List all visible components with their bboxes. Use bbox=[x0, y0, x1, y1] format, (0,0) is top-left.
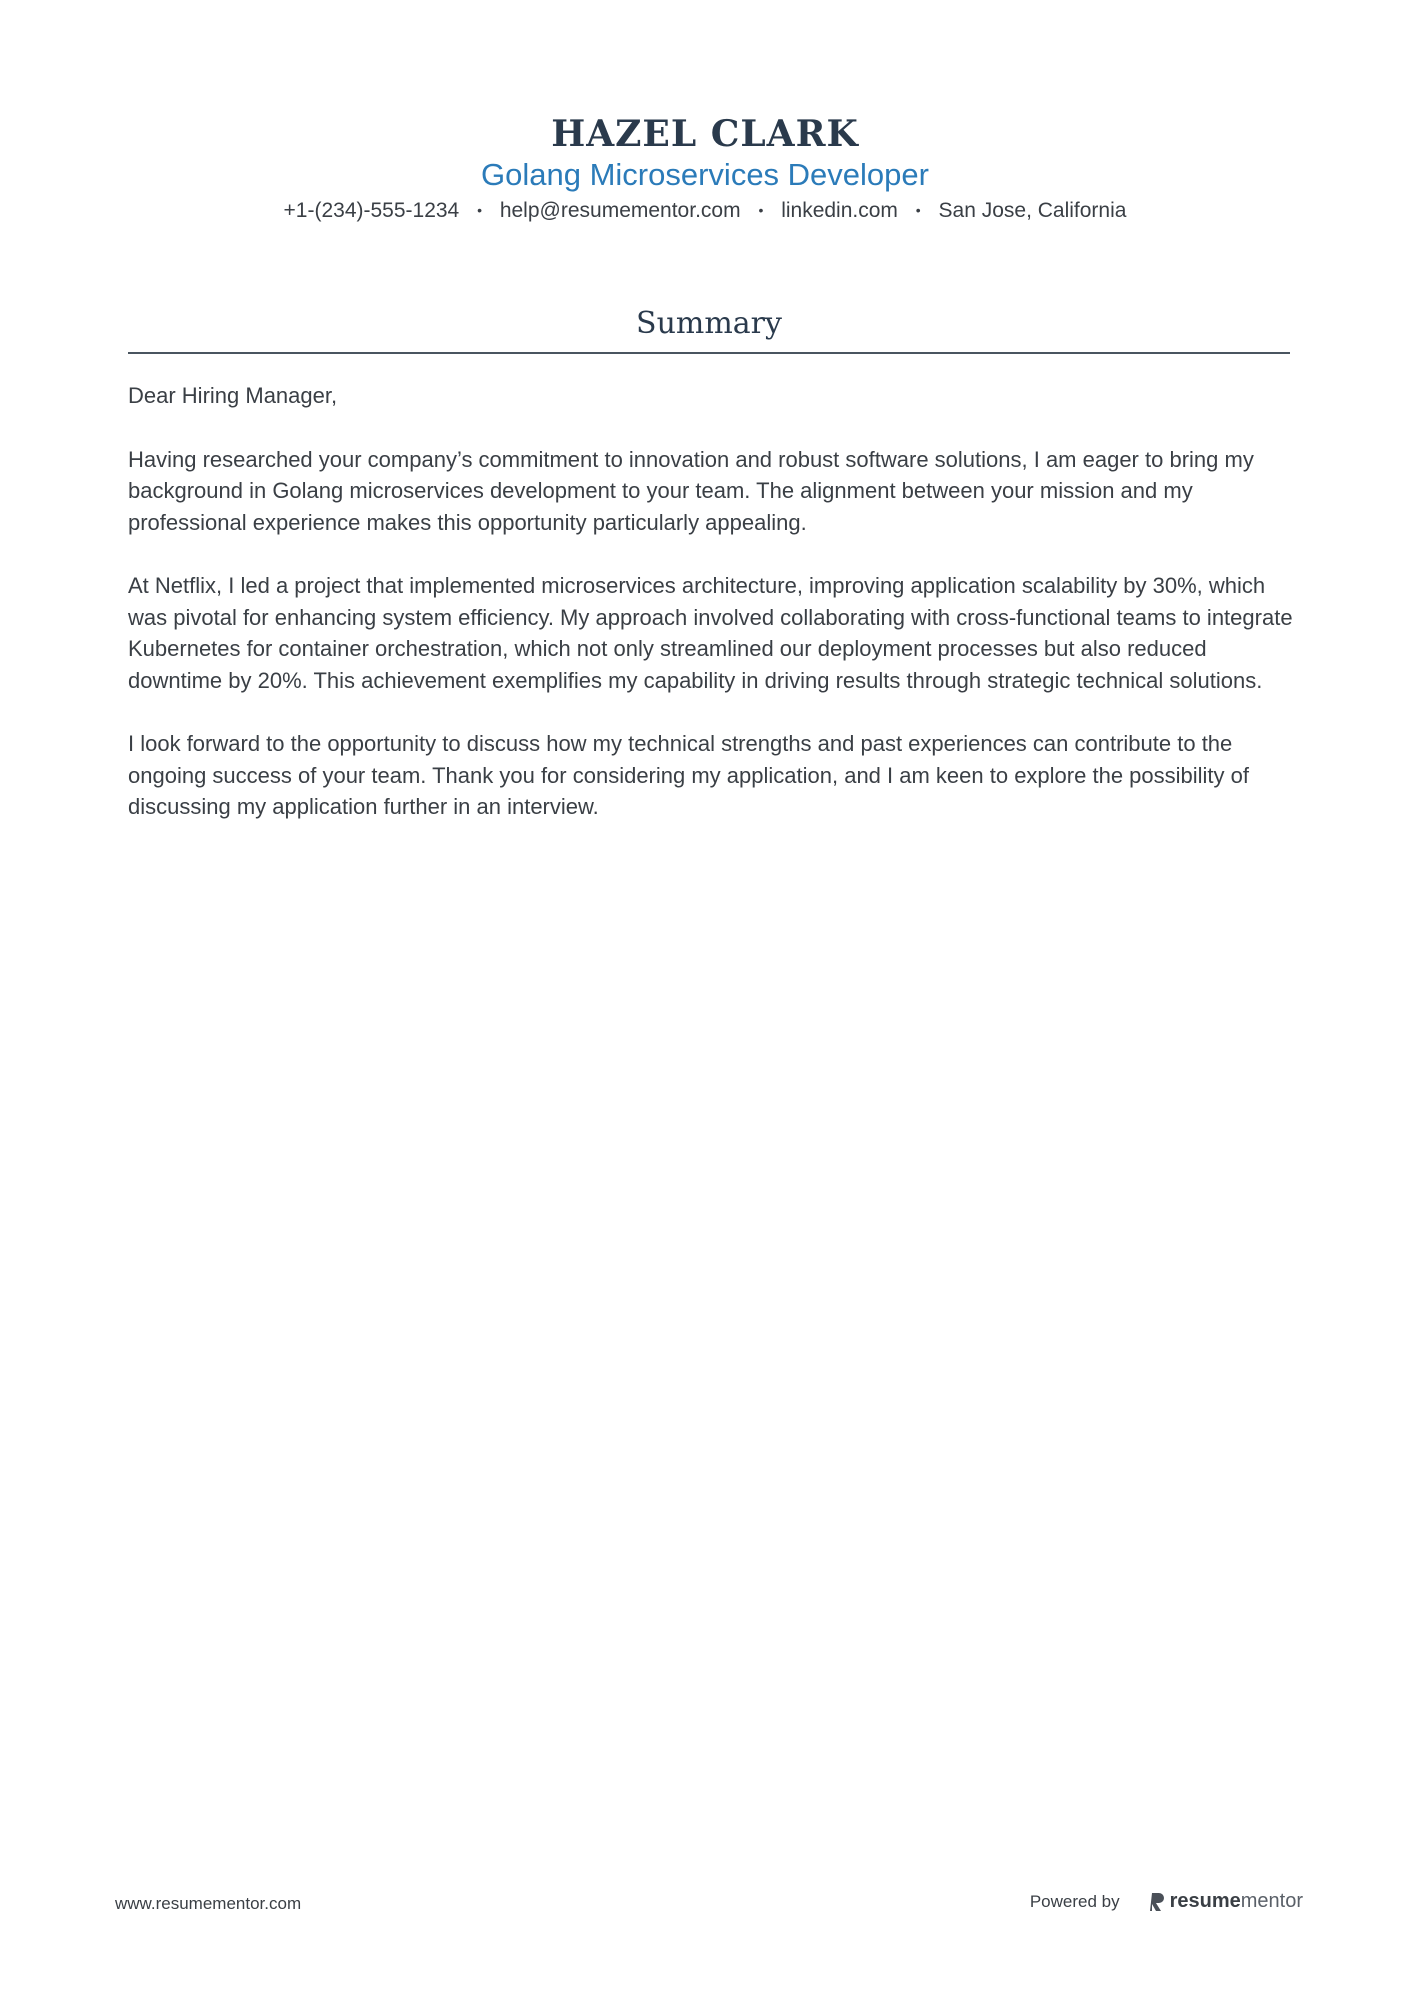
resume-header bbox=[0, 112, 1410, 226]
letter-paragraph: At Netflix, I led a project that implemented microservices architecture, improving application scalability by 30%, which was pivotal for enhancing system efficiency. My approach involved collaborating with cross-functional teams to integrate Kubernetes for container orchestration, which not only streamlined our deployment processes but also reduced downtime by 20%. This achievement exemplifies my capability in driving results through strategic technical solutions. bbox=[128, 573, 1293, 693]
contact-separator: • bbox=[477, 202, 482, 218]
letter-salutation: Dear Hiring Manager, bbox=[128, 383, 338, 408]
contact-line bbox=[0, 195, 1410, 226]
contact-email[interactable]: help@resumementor.com bbox=[499, 199, 741, 222]
contact-separator: • bbox=[915, 202, 921, 218]
candidate-name: HAZEL CLARK bbox=[551, 113, 859, 155]
brand-logo[interactable] bbox=[1150, 1890, 1303, 1913]
powered-by-label: Powered by bbox=[1029, 1891, 1120, 1911]
contact-linkedin[interactable]: linkedin.com bbox=[781, 199, 898, 222]
job-title: Golang Microservices Developer bbox=[481, 157, 929, 192]
brand-name-part1: resume bbox=[1169, 1890, 1241, 1912]
letter-body bbox=[128, 380, 1298, 855]
contact-phone: +1-(234)-555-1234 bbox=[283, 199, 460, 222]
letter-paragraph: I look forward to the opportunity to discuss how my technical strengths and past experiences can contribute to the ongoing success of your team. Thank you for considering my application, and I am keen to explore the possibility of discussing my application further in an interview. bbox=[128, 731, 1249, 819]
brand-name-part2: mentor bbox=[1240, 1890, 1303, 1912]
footer-website-link[interactable]: www.resumementor.com bbox=[115, 1894, 302, 1913]
letter-paragraph: Having researched your company’s commitment to innovation and robust software solutions, I am eager to bring my background in Golang microservices development to your team. The alignment between your mission and my professional experience makes this opportunity particularly appealing. bbox=[128, 446, 1254, 535]
contact-separator: • bbox=[758, 202, 764, 218]
section-heading-summary: Summary bbox=[636, 306, 782, 341]
contact-location: San Jose, California bbox=[938, 199, 1127, 222]
footer-branding bbox=[1030, 1890, 1303, 1913]
resumementor-logo-icon bbox=[1150, 1892, 1166, 1912]
section-divider bbox=[128, 352, 1290, 354]
